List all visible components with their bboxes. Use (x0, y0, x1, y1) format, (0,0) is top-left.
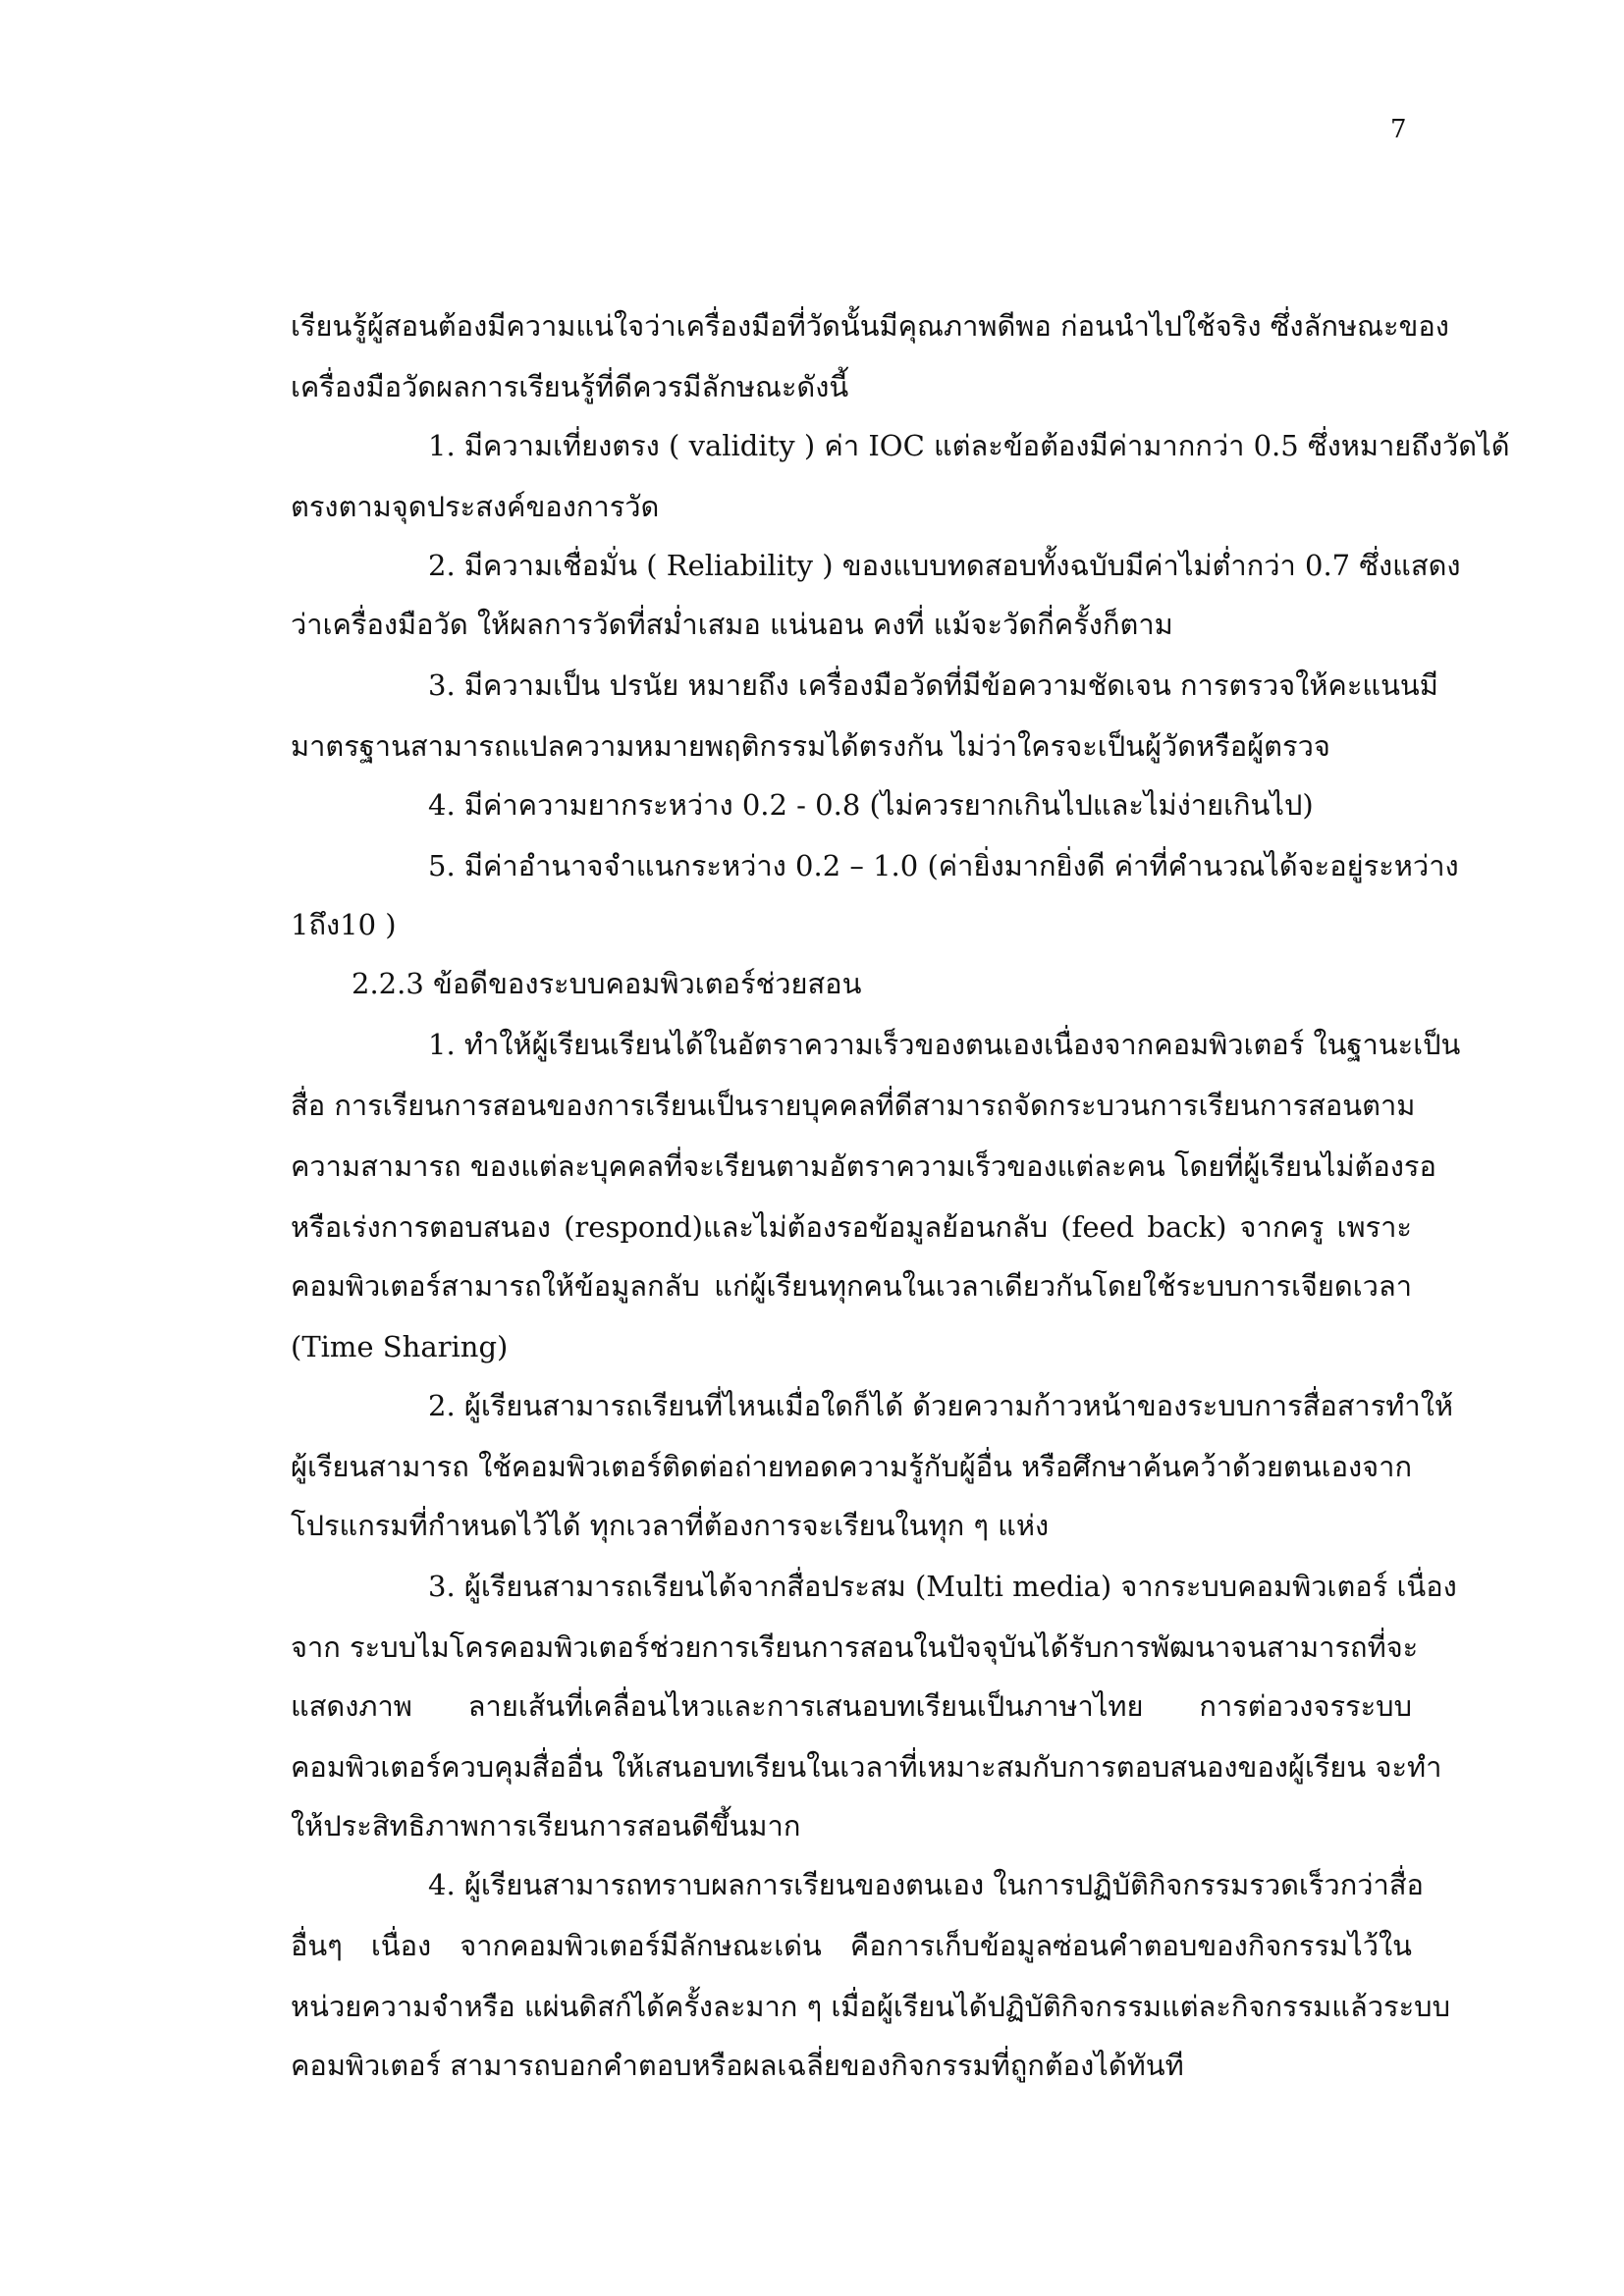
list-item-line: 2. มีความเชื่อมั่น ( Reliability ) ของแบบทดสอบทั้งฉบับมีค่าไม่ต่ำกว่า 0.7 ซึ่งแสดง (428, 549, 1461, 582)
paragraph-line: เรียนรู้ผู้สอนต้องมีความแน่ใจว่าเครื่องมือที่วัดนั้นมีคุณภาพดีพอ ก่อนนำไปใช้จริง ซึ่งลักษณะของ (291, 309, 1449, 343)
list-item-line: 4. มีค่าความยากระหว่าง 0.2 - 0.8 (ไม่ควรยากเกินไปและไม่ง่ายเกินไป) (428, 788, 1314, 822)
paragraph-line: 1ถึง10 ) (291, 908, 397, 941)
paragraph-line: โปรแกรมที่กำหนดไว้ได้ ทุกเวลาที่ต้องการจะเรียนในทุก ๆ แห่ง (291, 1509, 1050, 1542)
list-item-line: 1. มีความเที่ยงตรง ( validity ) ค่า IOC แต่ละข้อต้องมีค่ามากกว่า 0.5 ซึ่งหมายถึงวัดได้ (428, 429, 1510, 462)
paragraph-line: แสดงภาพ ลายเส้นที่เคลื่อนไหวและการเสนอบทเรียนเป็นภาษาไทย การต่อวงจรระบบ (291, 1689, 1412, 1723)
list-item-line: 2. ผู้เรียนสามารถเรียนที่ไหนเมื่อใดก็ได้ ด้วยความก้าวหน้าของระบบการสื่อสารทำให้ (428, 1389, 1453, 1422)
list-item-line: 4. ผู้เรียนสามารถทราบผลการเรียนของตนเอง ในการปฏิบัติกิจกรรมรวดเร็วกว่าสื่อ (428, 1868, 1424, 1901)
paragraph-line: อื่นๆ เนื่อง จากคอมพิวเตอร์มีลักษณะเด่น คือการเก็บข้อมูลซ่อนคำตอบของกิจกรรมไว้ใน (291, 1929, 1412, 1962)
paragraph-line: ผู้เรียนสามารถ ใช้คอมพิวเตอร์ติดต่อถ่ายทอดความรู้กับผู้อื่น หรือศึกษาค้นคว้าด้วยตนเองจาก (291, 1450, 1412, 1483)
paragraph-line: ให้ประสิทธิภาพการเรียนการสอนดีขึ้นมาก (291, 1809, 801, 1842)
paragraph-line: คอมพิวเตอร์สามารถให้ข้อมูลกลับ แก่ผู้เรียนทุกคนในเวลาเดียวกันโดยใช้ระบบการเจียดเวลา (291, 1269, 1412, 1303)
section-heading: 2.2.3 ข้อดีของระบบคอมพิวเตอร์ช่วยสอน (352, 967, 862, 1000)
paragraph-line: หรือเร่งการตอบสนอง (respond)และไม่ต้องรอข้อมูลย้อนกลับ (feed back) จากครู เพราะ (291, 1210, 1412, 1244)
paragraph-line: ความสามารถ ของแต่ละบุคคลที่จะเรียนตามอัตราความเร็วของแต่ละคน โดยที่ผู้เรียนไม่ต้องรอ (291, 1149, 1436, 1183)
paragraph-line: จาก ระบบไมโครคอมพิวเตอร์ช่วยการเรียนการสอนในปัจจุบันได้รับการพัฒนาจนสามารถที่จะ (291, 1630, 1419, 1664)
paragraph-line: ว่าเครื่องมือวัด ให้ผลการวัดที่สม่ำเสมอ แน่นอน คงที่ แม้จะวัดกี่ครั้งก็ตาม (291, 608, 1173, 641)
list-item-line: 5. มีค่าอำนาจจำแนกระหว่าง 0.2 – 1.0 (ค่ายิ่งมากยิ่งดี ค่าที่คำนวณได้จะอยู่ระหว่าง (428, 849, 1459, 882)
paragraph-line: เครื่องมือวัดผลการเรียนรู้ที่ดีควรมีลักษณะดังนี้ (291, 370, 849, 403)
list-item-line: 3. ผู้เรียนสามารถเรียนได้จากสื่อประสม (Multi media) จากระบบคอมพิวเตอร์ เนื่อง (428, 1570, 1457, 1603)
paragraph-line: คอมพิวเตอร์ควบคุมสื่ออื่น ให้เสนอบทเรียนในเวลาที่เหมาะสมกับการตอบสนองของผู้เรียน จะทำ (291, 1750, 1442, 1784)
paragraph-line: (Time Sharing) (291, 1330, 509, 1363)
list-item-line: 3. มีความเป็น ปรนัย หมายถึง เครื่องมือวัดที่มีข้อความชัดเจน การตรวจให้คะแนนมี (428, 668, 1438, 702)
page-number: 7 (1390, 115, 1407, 144)
list-item-line: 1. ทำให้ผู้เรียนเรียนได้ในอัตราความเร็วของตนเองเนื่องจากคอมพิวเตอร์ ในฐานะเป็น (428, 1028, 1461, 1061)
paragraph-line: คอมพิวเตอร์ สามารถบอกคำตอบหรือผลเฉลี่ยของกิจกรรมที่ถูกต้องได้ทันที (291, 2049, 1184, 2082)
paragraph-line: ตรงตามจุดประสงค์ของการวัด (291, 490, 660, 523)
paragraph-line: มาตรฐานสามารถแปลความหมายพฤติกรรมได้ตรงกัน ไม่ว่าใครจะเป็นผู้วัดหรือผู้ตรวจ (291, 729, 1330, 763)
paragraph-line: หน่วยความจำหรือ แผ่นดิสก์ได้ครั้งละมาก ๆ เมื่อผู้เรียนได้ปฏิบัติกิจกรรมแต่ละกิจกรรมแล้วระบบ (291, 1990, 1450, 2023)
paragraph-line: สื่อ การเรียนการสอนของการเรียนเป็นรายบุคคลที่ดีสามารถจัดกระบวนการเรียนการสอนตาม (291, 1089, 1416, 1122)
